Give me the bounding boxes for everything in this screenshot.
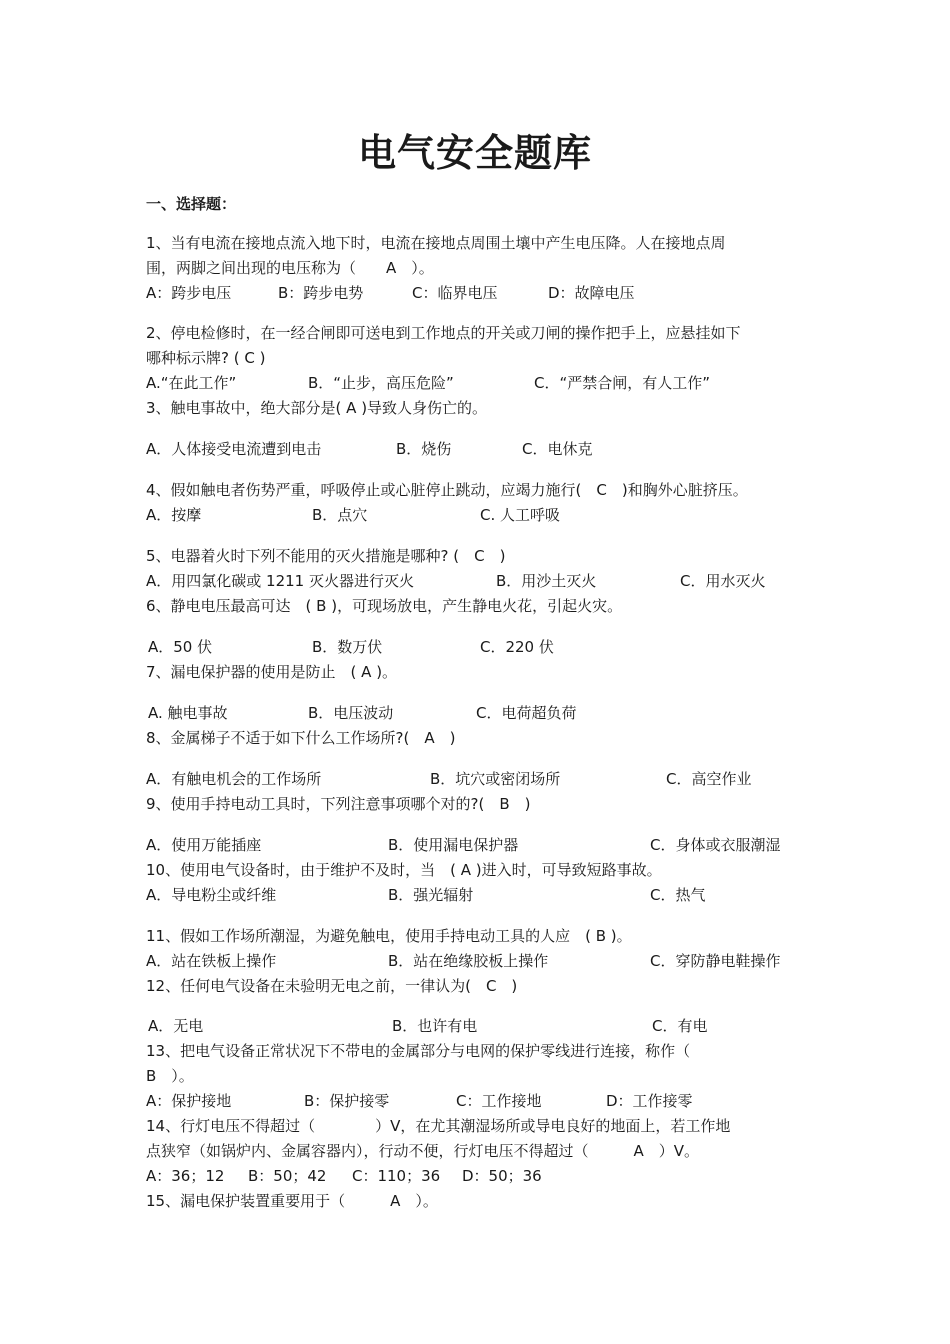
option-c: C．穿防静电鞋操作 [650, 952, 781, 970]
question-2-line-2: 哪种标示牌? ( C ) [146, 349, 266, 367]
option-a: A．导电粉尘或纤维 [146, 886, 277, 904]
option-b: B．也许有电 [392, 1017, 478, 1035]
question-15: 15、漏电保护装置重要用于（ A ）。 [146, 1192, 438, 1210]
question-6: 6、静电电压最高可达 ( B )，可现场放电，产生静电火花，引起火灾。 [146, 597, 623, 615]
option-c: C：110；36 [352, 1167, 441, 1185]
question-11: 11、假如工作场所潮湿，为避免触电，使用手持电动工具的人应 ( B )。 [146, 927, 632, 945]
question-7: 7、漏电保护器的使用是防止 ( A )。 [146, 663, 398, 681]
option-c: C．电荷超负荷 [476, 704, 577, 722]
option-b: B．用沙土灭火 [496, 572, 597, 590]
option-b: B．电压波动 [308, 704, 394, 722]
option-b: B．烧伤 [396, 440, 452, 458]
option-a: A．有触电机会的工作场所 [146, 770, 322, 788]
question-13-line-2: B ）。 [146, 1067, 194, 1085]
question-14-line-2: 点狭窄（如锅炉内、金属容器内），行动不便，行灯电压不得超过（ A ）V。 [146, 1142, 700, 1160]
option-c: C．220 伏 [480, 638, 554, 656]
option-b: B：跨步电势 [278, 284, 364, 302]
question-12: 12、任何电气设备在未验明无电之前，一律认为( C ) [146, 977, 518, 995]
option-b: B．“止步，高压危险” [308, 374, 454, 392]
question-3: 3、触电事故中，绝大部分是( A )导致人身伤亡的。 [146, 399, 488, 417]
question-8: 8、金属梯子不适于如下什么工作场所?( A ) [146, 729, 456, 747]
option-b: B：50；42 [248, 1167, 327, 1185]
option-b: B．站在绝缘胶板上操作 [388, 952, 549, 970]
question-13-line-1: 13、把电气设备正常状况下不带电的金属部分与电网的保护零线进行连接，称作（ [146, 1042, 691, 1060]
option-a: A．50 伏 [148, 638, 213, 656]
question-1-line-1: 1、当有电流在接地点流入地下时，电流在接地点周围土壤中产生电压降。人在接地点周 [146, 234, 726, 252]
section-heading: 一、选择题： [146, 195, 237, 213]
option-b: B．使用漏电保护器 [388, 836, 519, 854]
option-d: D：工作接零 [606, 1092, 693, 1110]
option-b: B．数万伏 [312, 638, 383, 656]
option-c: C. 人工呼吸 [480, 506, 561, 524]
option-b: B．点穴 [312, 506, 368, 524]
option-c: C．热气 [650, 886, 706, 904]
option-d: D：50；36 [462, 1167, 542, 1185]
option-a: A．使用万能插座 [146, 836, 262, 854]
option-c: C．电休克 [522, 440, 593, 458]
option-a: A．按摩 [146, 506, 202, 524]
question-14-line-1: 14、行灯电压不得超过（ ）V，在尤其潮湿场所或导电良好的地面上，若工作地 [146, 1117, 731, 1135]
option-c: C：工作接地 [456, 1092, 542, 1110]
option-b: B．坑穴或密闭场所 [430, 770, 561, 788]
option-c: C．有电 [652, 1017, 708, 1035]
question-2-line-1: 2、停电检修时，在一经合闸即可送电到工作地点的开关或刀闸的操作把手上，应悬挂如下 [146, 324, 741, 342]
option-b: B．强光辐射 [388, 886, 474, 904]
page-title: 电气安全题库 [357, 131, 592, 175]
option-a: A．无电 [148, 1017, 204, 1035]
option-c: C．身体或衣服潮湿 [650, 836, 781, 854]
question-1-line-2: 围，两脚之间出现的电压称为（ A ）。 [146, 259, 434, 277]
option-a: A．站在铁板上操作 [146, 952, 277, 970]
question-9: 9、使用手持电动工具时，下列注意事项哪个对的?( B ) [146, 795, 531, 813]
option-a: A．用四氯化碳或 1211 灭火器进行灭火 [146, 572, 414, 590]
option-a: A：跨步电压 [146, 284, 232, 302]
option-a: A. 触电事故 [148, 704, 228, 722]
option-c: C．用水灭火 [680, 572, 766, 590]
option-a: A：保护接地 [146, 1092, 232, 1110]
question-5: 5、电器着火时下列不能用的灭火措施是哪种? ( C ) [146, 547, 506, 565]
option-c: C．高空作业 [666, 770, 752, 788]
option-c: C：临界电压 [412, 284, 498, 302]
option-c: C．“严禁合闸，有人工作” [534, 374, 711, 392]
question-10: 10、使用电气设备时，由于维护不及时，当 ( A )进入时，可导致短路事故。 [146, 861, 662, 879]
option-b: B：保护接零 [304, 1092, 390, 1110]
option-a: A：36；12 [146, 1167, 225, 1185]
question-4: 4、假如触电者伤势严重，呼吸停止或心脏停止跳动，应竭力施行( C )和胸外心脏挤压。 [146, 481, 748, 499]
option-a: A.“在此工作” [146, 374, 237, 392]
option-d: D：故障电压 [548, 284, 635, 302]
option-a: A．人体接受电流遭到电击 [146, 440, 322, 458]
